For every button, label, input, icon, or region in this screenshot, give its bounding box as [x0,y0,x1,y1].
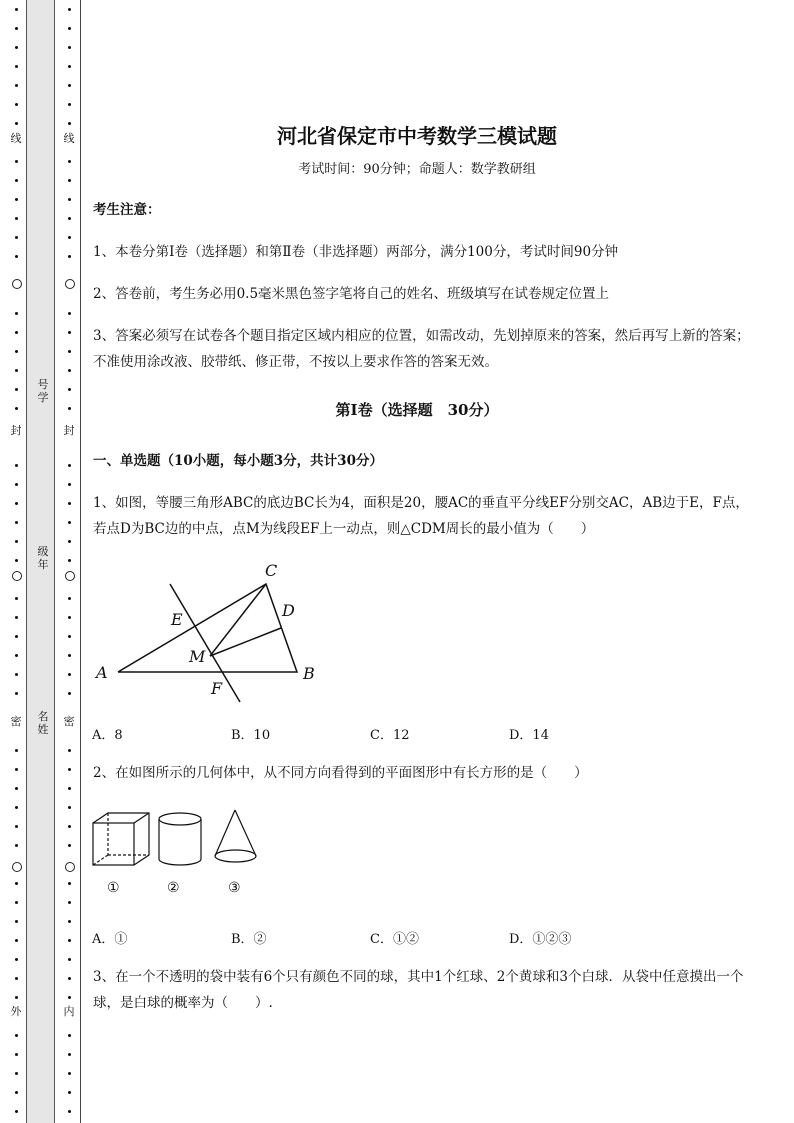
binding-dot [15,331,18,334]
binding-dot [68,616,71,619]
binding-dot [68,84,71,87]
field-grade: 级年 [37,545,49,571]
question-1-option-b: B．10 [231,728,271,743]
binding-dot [15,388,18,391]
question-1-option-a: A．8 [92,728,123,743]
binding-dot [15,654,18,657]
part-heading: 一、单选题（10小题，每小题3分，共计30分） [93,453,383,469]
binding-dot [68,825,71,828]
figure-label-3: ③ [228,880,241,896]
binding-circle [65,862,75,872]
binding-dot [68,882,71,885]
notice-item-2: 2、答卷前，考生务必用0.5毫米黑色签字笔将自己的姓名、班级填写在试卷规定位置上 [93,286,610,302]
label-f: F [211,679,223,698]
binding-dot [68,958,71,961]
question-2-stem: 2、在如图所示的几何体中，从不同方向看得到的平面图形中有长方形的是（ ） [93,765,588,781]
question-3-stem: 3、在一个不透明的袋中装有6个只有颜色不同的球，其中1个红球、2个黄球和3个白球．从袋中任意摸出一个球，是白球的概率为（ ）. [93,969,744,1011]
binding-dot [15,1053,18,1056]
cone-shape [215,810,256,862]
binding-dot [15,483,18,486]
binding-dot [68,65,71,68]
notice-item-1: 1、本卷分第Ⅰ卷（选择题）和第Ⅱ卷（非选择题）两部分，满分100分，考试时间90分钟 [93,244,619,260]
outer-marker-xian: 线 [10,132,22,145]
binding-dot [68,749,71,752]
binding-dot [68,217,71,220]
binding-dot [15,521,18,524]
binding-dot [68,939,71,942]
binding-dot [15,958,18,961]
binding-circle [12,279,22,289]
inner-marker-nei: 内 [63,1005,75,1018]
question-2-option-c: C．①② [370,932,419,947]
binding-dot [68,1110,71,1113]
binding-dot [15,1034,18,1037]
binding-dot [68,692,71,695]
binding-dot [68,502,71,505]
binding-dot [68,255,71,258]
cube-shape [93,813,149,865]
binding-dot [68,920,71,923]
binding-dot [15,787,18,790]
binding-dot [68,198,71,201]
binding-dot [15,1110,18,1113]
binding-dot [15,901,18,904]
question-2-figure [90,808,270,870]
binding-dot [15,1072,18,1075]
binding-dot [68,350,71,353]
binding-dot [68,464,71,467]
binding-dot [68,901,71,904]
binding-dot [15,103,18,106]
binding-dot [68,559,71,562]
binding-dot [68,312,71,315]
binding-dot [68,483,71,486]
binding-dot [15,673,18,676]
binding-circle [65,571,75,581]
binding-dot [68,27,71,30]
binding-dot [68,1053,71,1056]
binding-dot [15,749,18,752]
binding-dot [15,825,18,828]
binding-dot [15,996,18,999]
binding-dot [68,103,71,106]
binding-dot [15,84,18,87]
field-name: 名姓 [37,710,49,736]
binding-dot [68,673,71,676]
binding-dot [15,1091,18,1094]
line-ef [170,584,240,702]
binding-dot [68,179,71,182]
binding-dot [15,806,18,809]
binding-dot [15,8,18,11]
question-2-option-b: B．② [231,932,267,947]
binding-dot [68,635,71,638]
binding-dot [15,616,18,619]
binding-dot [15,597,18,600]
question-1-option-c: C．12 [370,728,410,743]
label-c: C [265,561,278,580]
binding-dot [15,255,18,258]
cylinder-shape [159,813,201,865]
binding-dot [68,46,71,49]
question-2-option-a: A．① [92,932,128,947]
binding-dot [68,768,71,771]
inner-marker-xian: 线 [63,132,75,145]
binding-dot [68,1072,71,1075]
label-d: D [282,601,295,620]
binding-circle [65,279,75,289]
binding-dot [15,27,18,30]
label-a: A [96,663,108,682]
binding-dot [15,844,18,847]
binding-circle [12,862,22,872]
binding-dot [15,977,18,980]
binding-dot [68,1091,71,1094]
inner-marker-feng: 封 [63,424,75,437]
binding-dot [15,312,18,315]
binding-dot [15,217,18,220]
notice-item-3: 3、答案必须写在试卷各个题目指定区域内相应的位置，如需改动，先划掉原来的答案，然后再写上新的答案；不准使用涂改液、胶带纸、修正带，不按以上要求作答的答案无效。 [93,328,750,370]
triangle-abc [118,584,297,672]
binding-dot [15,635,18,638]
binding-dot [15,882,18,885]
binding-dot [15,939,18,942]
figure-label-2: ② [167,880,180,896]
binding-dot [68,1034,71,1037]
binding-dot [68,654,71,657]
label-b: B [303,664,315,683]
binding-dot [15,768,18,771]
inner-marker-mi: 密 [63,715,75,728]
outer-marker-wai: 外 [10,1005,22,1018]
binding-dot [15,540,18,543]
field-student-number: 号学 [37,378,49,404]
binding-dot [68,331,71,334]
binding-dot [68,521,71,524]
binding-dot [68,236,71,239]
binding-dot [15,502,18,505]
section-title: 第Ⅰ卷（选择题 30分） [335,401,499,419]
outer-marker-feng: 封 [10,424,22,437]
binding-dot [68,369,71,372]
page-title: 河北省保定市中考数学三模试题 [277,124,557,148]
page-subtitle: 考试时间：90分钟；命题人：数学教研组 [298,162,536,177]
binding-dot [15,350,18,353]
outer-marker-mi: 密 [10,715,22,728]
binding-dot [15,692,18,695]
binding-dot [68,977,71,980]
binding-dot [68,597,71,600]
binding-circle [12,571,22,581]
notice-heading: 考生注意： [93,202,161,218]
binding-dot [68,388,71,391]
binding-dot [68,996,71,999]
figure-label-1: ① [107,880,120,896]
binding-dot [15,46,18,49]
binding-dot [68,806,71,809]
question-1-figure [90,560,330,710]
binding-dot [15,236,18,239]
binding-dot [15,920,18,923]
question-1-stem: 1、如图，等腰三角形ABC的底边BC长为4，面积是20，腰AC的垂直平分线EF分别交AC，AB边于E，F点，若点D为BC边的中点，点M为线段EF上一动点，则△CDM周长的最小值为（ ） [93,495,749,537]
binding-dot [15,559,18,562]
question-1-option-d: D．14 [509,728,549,743]
binding-dot [15,464,18,467]
binding-dot [15,369,18,372]
binding-dot [68,787,71,790]
binding-dot [15,198,18,201]
binding-dot [68,8,71,11]
question-2-option-d: D．①②③ [509,932,572,947]
binding-dot [68,844,71,847]
binding-dot [68,540,71,543]
label-m: M [189,647,206,666]
label-e: E [171,610,183,629]
binding-dot [15,65,18,68]
binding-dot [15,179,18,182]
